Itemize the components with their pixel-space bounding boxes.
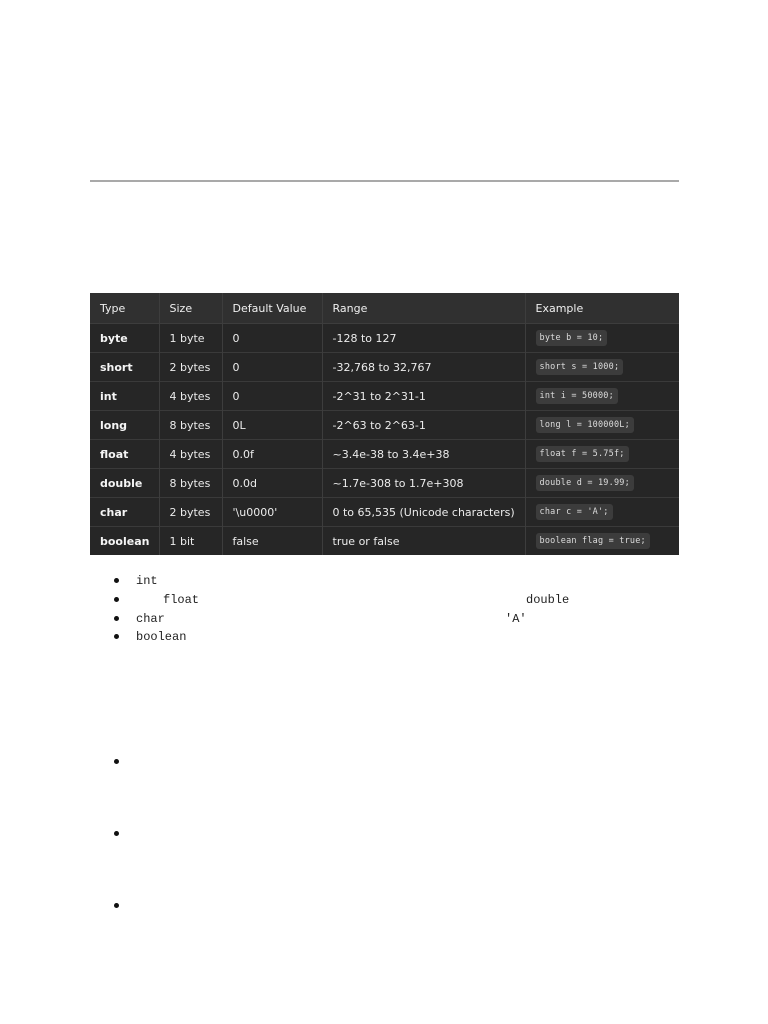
cell-type: byte [90,324,159,353]
cell-example [525,527,679,556]
cell-example [525,353,679,382]
header-type: Type [90,293,159,324]
table-header-row [90,293,679,324]
table-row [90,527,679,556]
horizontal-rule [90,180,679,182]
table-row [90,353,679,382]
table-row [90,382,679,411]
data-types-table [90,293,679,555]
cell-type: int [90,382,159,411]
header-default-value: Default Value [222,293,322,324]
code-snippet: int i = 50000; [536,388,618,404]
code-snippet: float f = 5.75f; [536,446,629,462]
cell-size: 2 bytes [159,353,222,382]
cell-range: -32,768 to 32,767 [322,353,525,382]
note-char-keyword: char [136,612,165,626]
bullet-dot [114,903,119,908]
bullet-dot [114,634,119,639]
cell-example [525,411,679,440]
note-float-keyword: float [163,593,200,607]
cell-size: 2 bytes [159,498,222,527]
bullet-dot [114,578,119,583]
cell-range: -2^63 to 2^63-1 [322,411,525,440]
note-char-example: 'A' [505,612,527,626]
header-example: Example [525,293,679,324]
cell-default: 0 [222,324,322,353]
cell-default: 0 [222,353,322,382]
cell-type: long [90,411,159,440]
table-row [90,411,679,440]
cell-size: 8 bytes [159,469,222,498]
bullet-dot [114,597,119,602]
table-row [90,469,679,498]
cell-range: -2^31 to 2^31-1 [322,382,525,411]
cell-size: 4 bytes [159,382,222,411]
cell-example [525,324,679,353]
cell-default: 0 [222,382,322,411]
cell-default: 0.0d [222,469,322,498]
bullet-dot [114,616,119,621]
table-row [90,440,679,469]
code-snippet: boolean flag = true; [536,533,650,549]
cell-range: true or false [322,527,525,556]
bullet-dot [114,759,119,764]
cell-type: float [90,440,159,469]
cell-type: boolean [90,527,159,556]
header-size: Size [159,293,222,324]
cell-default: '\u0000' [222,498,322,527]
bullet-dot [114,831,119,836]
cell-type: short [90,353,159,382]
code-snippet: short s = 1000; [536,359,624,375]
cell-size: 8 bytes [159,411,222,440]
code-snippet: char c = 'A'; [536,504,613,520]
note-int-keyword: int [136,574,158,588]
cell-example [525,440,679,469]
cell-range: ~1.7e-308 to 1.7e+308 [322,469,525,498]
cell-size: 1 byte [159,324,222,353]
table-row [90,498,679,527]
header-range: Range [322,293,525,324]
cell-range: ~3.4e-38 to 3.4e+38 [322,440,525,469]
cell-default: 0.0f [222,440,322,469]
table-row [90,324,679,353]
cell-size: 1 bit [159,527,222,556]
cell-range: 0 to 65,535 (Unicode characters) [322,498,525,527]
note-boolean-keyword: boolean [136,630,187,644]
cell-default: 0L [222,411,322,440]
code-snippet: byte b = 10; [536,330,608,346]
cell-default: false [222,527,322,556]
cell-example [525,469,679,498]
cell-example [525,498,679,527]
cell-size: 4 bytes [159,440,222,469]
note-double-keyword: double [526,593,570,607]
code-snippet: double d = 19.99; [536,475,634,491]
cell-type: char [90,498,159,527]
code-snippet: long l = 100000L; [536,417,634,433]
cell-type: double [90,469,159,498]
cell-range: -128 to 127 [322,324,525,353]
cell-example [525,382,679,411]
